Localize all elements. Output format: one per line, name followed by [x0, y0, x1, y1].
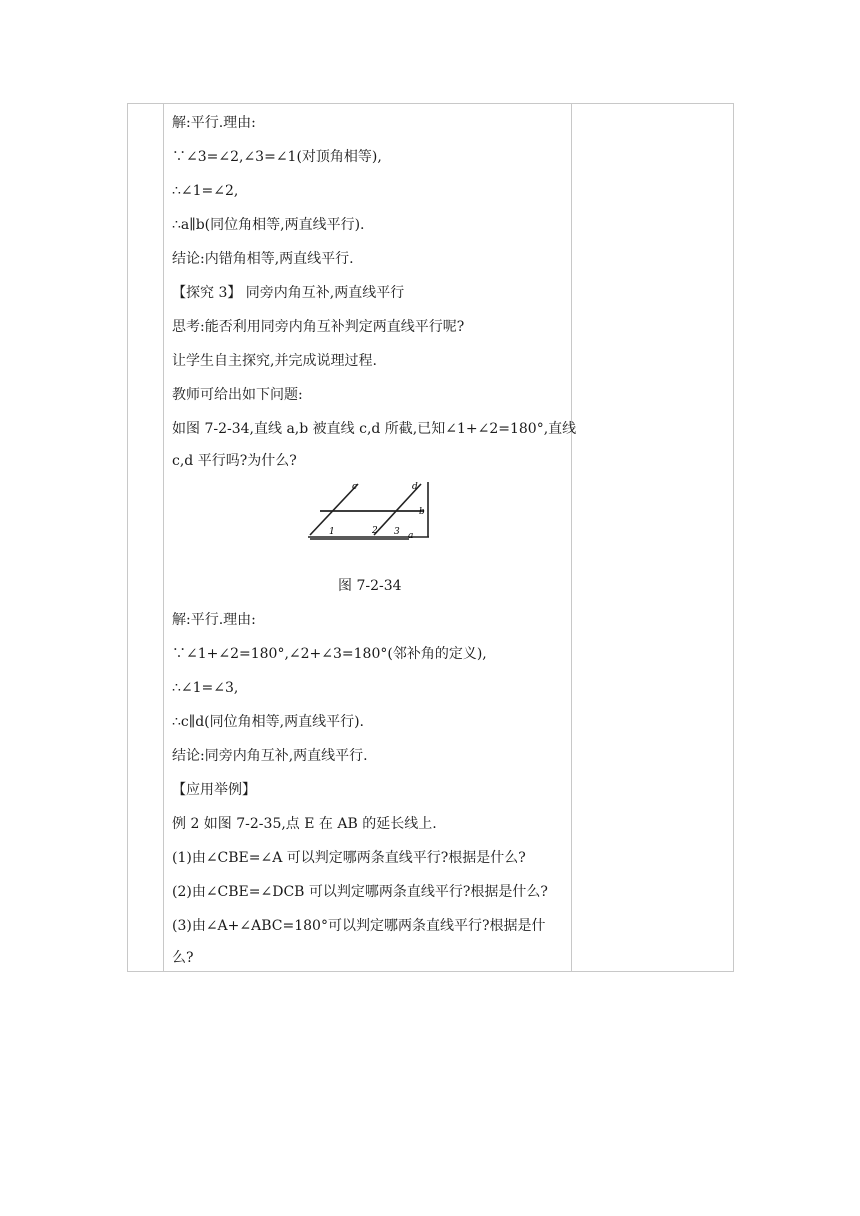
- column-divider-left: [163, 104, 164, 971]
- text-line: ∴∠1=∠3,: [172, 680, 239, 696]
- angle-label-3: 3: [394, 527, 400, 537]
- text-line: 结论:同旁内角互补,两直线平行.: [172, 748, 368, 764]
- text-line: 教师可给出如下问题:: [172, 387, 303, 403]
- text-line: (3)由∠A+∠ABC=180°可以判定哪两条直线平行?根据是什: [172, 918, 546, 934]
- text-line: 如图 7-2-34,直线 a,b 被直线 c,d 所截,已知∠1+∠2=180°,直线: [172, 421, 577, 437]
- label-c: c: [352, 482, 358, 492]
- text-line: ∵∠3=∠2,∠3=∠1(对顶角相等),: [172, 149, 382, 165]
- section-heading: 【探究 3】 同旁内角互补,两直线平行: [172, 285, 405, 301]
- text-line: 解:平行.理由:: [172, 612, 256, 628]
- label-a: a: [408, 531, 414, 541]
- text-line: 结论:内错角相等,两直线平行.: [172, 251, 354, 267]
- text-line: 例 2 如图 7-2-35,点 E 在 AB 的延长线上.: [172, 816, 437, 832]
- text-line: (2)由∠CBE=∠DCB 可以判定哪两条直线平行?根据是什么?: [172, 884, 548, 900]
- text-line: ∴∠1=∠2,: [172, 183, 239, 199]
- label-d: d: [412, 482, 418, 492]
- label-b: b: [419, 507, 425, 517]
- text-line: c,d 平行吗?为什么?: [172, 453, 297, 469]
- text-line: ∴c∥d(同位角相等,两直线平行).: [172, 714, 365, 730]
- text-line: (1)由∠CBE=∠A 可以判定哪两条直线平行?根据是什么?: [172, 850, 526, 866]
- geometry-figure: [308, 479, 434, 543]
- text-line: 解:平行.理由:: [172, 115, 256, 131]
- text-line: 么?: [172, 950, 194, 966]
- figure-caption: 图 7-2-34: [338, 578, 402, 594]
- section-heading: 【应用举例】: [172, 782, 256, 798]
- column-divider-right: [571, 104, 572, 971]
- angle-label-1: 1: [329, 527, 335, 537]
- text-line: ∴a∥b(同位角相等,两直线平行).: [172, 217, 365, 233]
- text-line: ∵∠1+∠2=180°,∠2+∠3=180°(邻补角的定义),: [172, 646, 487, 662]
- angle-label-2: 2: [372, 526, 378, 536]
- text-line: 思考:能否利用同旁内角互补判定两直线平行呢?: [172, 319, 465, 335]
- text-line: 让学生自主探究,并完成说理过程.: [172, 353, 377, 369]
